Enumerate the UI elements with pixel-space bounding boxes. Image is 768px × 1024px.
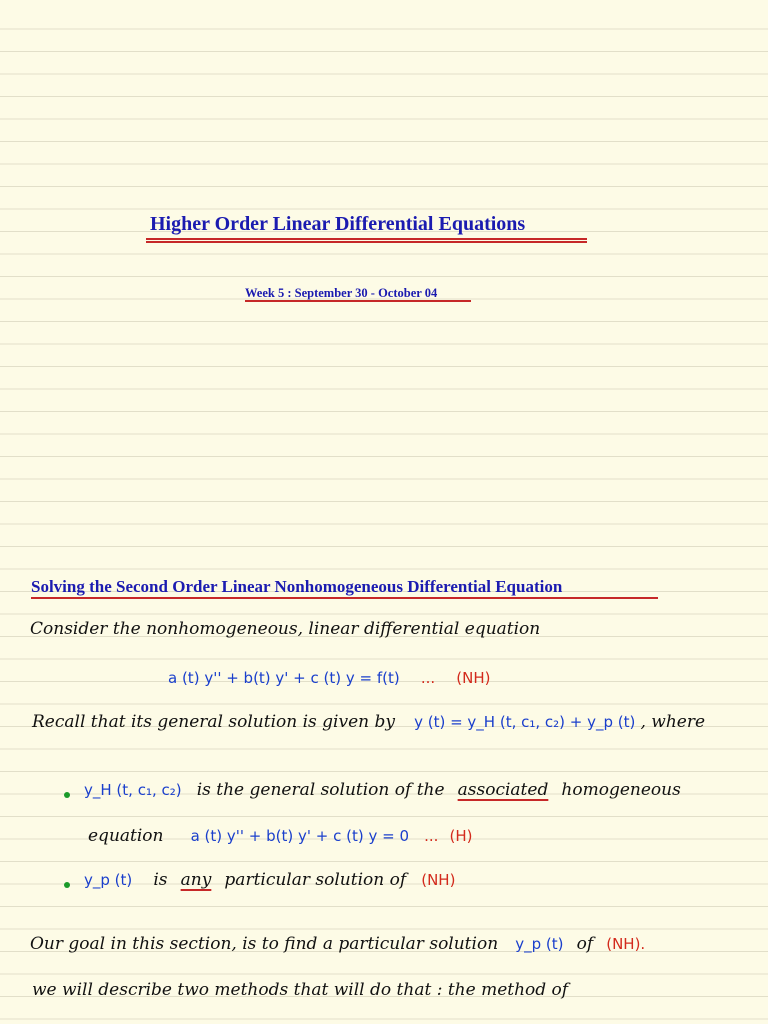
title-double-underline: [146, 238, 587, 243]
bullet1-row: [84, 780, 681, 800]
goal-row: [30, 934, 645, 954]
bullet2-math: y_p (t): [84, 871, 133, 889]
week-underline: [245, 300, 471, 302]
bullet2-row: [84, 870, 455, 890]
bullet2-text: particular solution of: [224, 870, 407, 890]
section-heading: Solving the Second Order Linear Nonhomogeneous Differential Equation: [31, 577, 563, 596]
bullet-dot: [64, 882, 70, 888]
recall-row: [32, 712, 705, 732]
bullet2-tag: (NH): [421, 871, 456, 889]
nh-equation-row: [168, 668, 490, 687]
nh-equation: a (t) y'' + b(t) y' + c (t) y = f(t): [168, 669, 400, 687]
bullet1-text: is the general solution of the: [196, 780, 445, 800]
h-dots: ...: [424, 827, 439, 845]
nh-tag: (NH): [456, 669, 491, 687]
h-equation: a (t) y'' + b(t) y' + c (t) y = 0: [190, 827, 409, 845]
bullet1-homogeneous: homogeneous: [561, 780, 681, 800]
bullet1-equation-word: equation: [88, 826, 164, 846]
intro-text: Consider the nonhomogeneous, linear differential equation: [30, 619, 541, 639]
nh-dots: ...: [420, 669, 436, 687]
where-text: , where: [640, 712, 706, 732]
goal-tag: (NH).: [606, 935, 646, 953]
week-subtitle: Week 5 : September 30 - October 04: [245, 286, 438, 300]
bullet1-math: y_H (t, c₁, c₂): [84, 781, 182, 799]
goal-text: Our goal in this section, is to find a particular solution: [30, 934, 499, 954]
section-underline: [31, 597, 658, 599]
methods-text: we will describe two methods that will do that : the method of: [32, 980, 569, 1000]
bullet2-is: is: [153, 870, 168, 890]
goal-math: y_p (t): [515, 935, 564, 953]
page-title: Higher Order Linear Differential Equations: [150, 213, 526, 235]
bullet1-associated: associated: [457, 780, 549, 800]
bullet2-any: any: [180, 870, 212, 890]
h-tag: (H): [449, 827, 473, 845]
general-solution-formula: y (t) = y_H (t, c₁, c₂) + y_p (t): [414, 713, 636, 731]
recall-text: Recall that its general solution is given by: [32, 712, 395, 732]
bullet1-line2-row: [88, 826, 472, 846]
goal-of: of: [576, 934, 594, 954]
bullet-dot: [64, 792, 70, 798]
